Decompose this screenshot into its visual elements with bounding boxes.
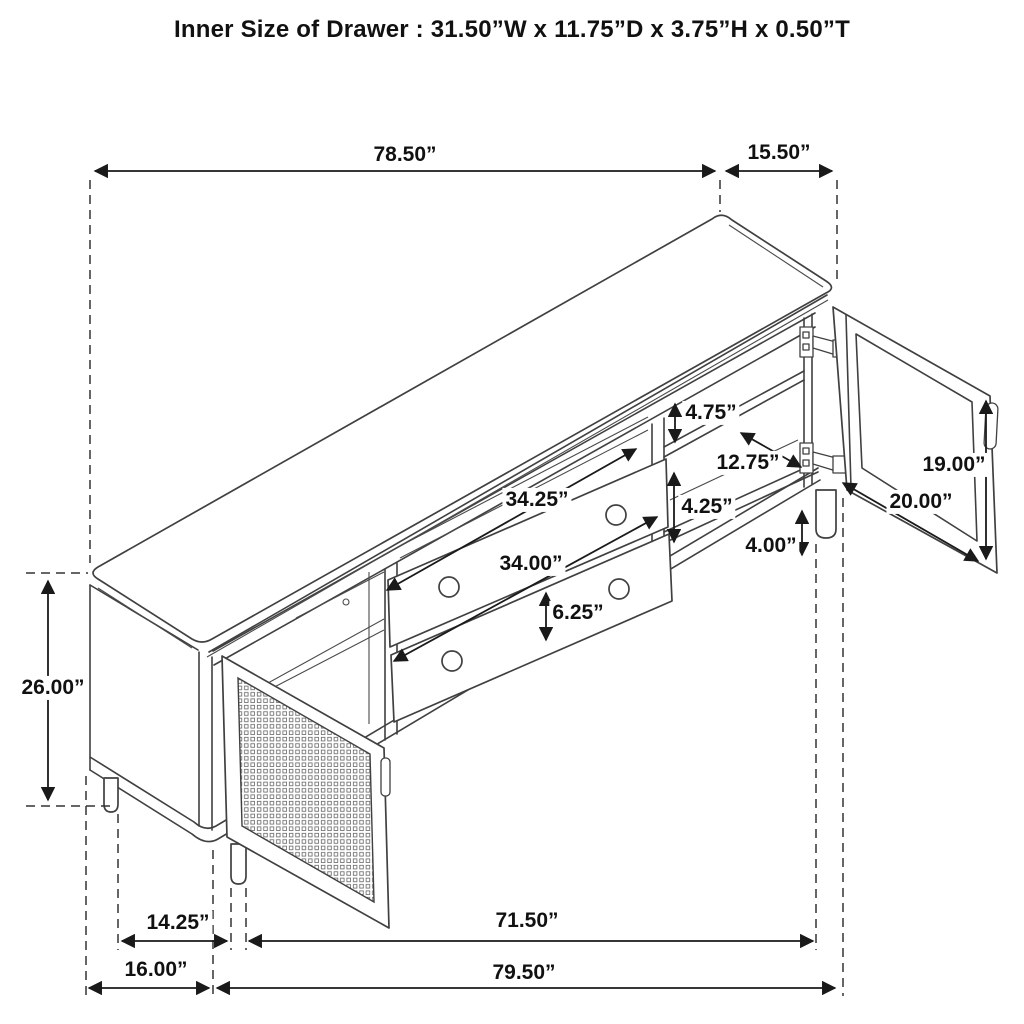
dim-label-drawer-width: 34.00”: [496, 552, 565, 576]
dim-label-upper-shelf-gap: 4.75”: [682, 401, 739, 425]
diagram-title: Inner Size of Drawer : 31.50”W x 11.75”D x 3.75”H x 0.50”T: [174, 16, 850, 43]
hinge-screw: [803, 448, 809, 454]
hinge-lower: [800, 443, 846, 473]
dim-label-overall-height: 26.00”: [18, 676, 87, 700]
right-glass-door: [833, 307, 998, 573]
hinge-screw: [803, 460, 809, 466]
dim-label-lower-shelf-gap: 4.25”: [678, 495, 735, 519]
shelf-pin-hole: [343, 599, 349, 605]
dim-label-overall-length: 79.50”: [489, 961, 558, 985]
dim-label-door-width: 20.00”: [886, 490, 955, 514]
hinge-screw: [803, 344, 809, 350]
dim-label-door-height: 19.00”: [919, 453, 988, 477]
dim-label-top-length: 78.50”: [370, 143, 439, 167]
dim-label-leg-setback: 14.25”: [143, 911, 212, 935]
dim-label-base-clearance: 4.00”: [742, 534, 799, 558]
dim-label-drawer-height: 6.25”: [549, 601, 606, 625]
cane-door-handle: [381, 758, 390, 796]
dim-label-top-depth: 15.50”: [744, 141, 813, 165]
hinge-screw: [803, 332, 809, 338]
leg-front-left: [231, 844, 246, 884]
drawer-upper-knob-left: [439, 577, 459, 597]
glass-door-frame-outer: [833, 307, 997, 573]
dim-label-leg-span: 71.50”: [492, 909, 561, 933]
leg-front-right: [816, 490, 836, 538]
dim-label-opening-width: 34.25”: [502, 488, 571, 512]
drawer-lower-knob-right: [609, 579, 629, 599]
drawer-upper-knob-right: [606, 505, 626, 525]
drawer-lower-knob-left: [442, 651, 462, 671]
left-cane-door: [222, 656, 390, 928]
dim-label-shelf-depth: 12.75”: [713, 451, 782, 475]
dim-label-side-depth: 16.00”: [121, 958, 190, 982]
leg-back-left: [104, 778, 118, 812]
